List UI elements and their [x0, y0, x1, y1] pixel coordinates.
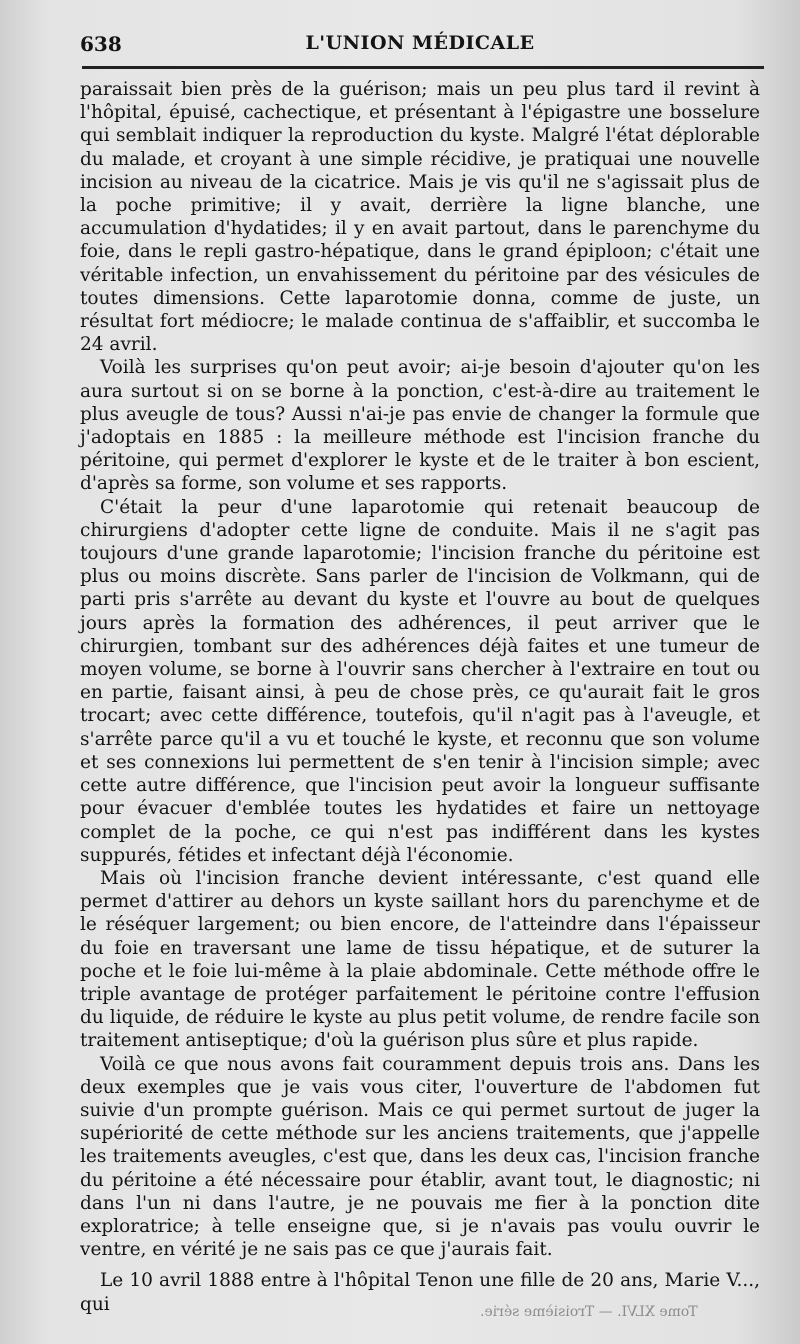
header-rule — [82, 66, 764, 69]
running-title: L'UNION MÉDICALE — [305, 32, 535, 54]
paragraph: C'était la peur d'une laparotomie qui retenait beaucoup de chirurgiens d'adopter cette ligne de conduite. Mais il ne s'agit pas toujours d'une grande laparotomie; l'incision franche du péritoine est plus ou moins discrète. Sans parler de l'incision de Volkmann, qui de parti pris s'arrête au devant du kyste et l'ouvre au bout de quelques jours après la formation des adhérences, il peut arriver que le chirurgien, tombant sur des adhérences déjà faites et une tumeur de moyen volume, se borne à l'ouvrir sans chercher à l'extraire en tout ou en partie, faisant ainsi, à peu de chose près, ce qu'aurait fait le gros trocart; avec cette différence, toutefois, qu'il n'agit pas à l'aveugle, et s'arrête parce qu'il a vu et touché le kyste, et reconnu que son volume et ses connexions lui permettent de s'en tenir à l'incision simple; avec cette autre différence, que l'incision peut avoir la longueur suffisante pour évacuer d'emblée toutes les hydatides et faire un nettoyage complet de la poche, ce qui n'est pas indifférent dans les kystes suppurés, fétides et infectant déjà l'économie. — [80, 496, 760, 866]
page-number: 638 — [80, 32, 122, 56]
paragraph: Voilà ce que nous avons fait couramment depuis trois ans. Dans les deux exemples que je vais vous citer, l'ouverture de l'abdomen fut suivie d'un prompte guérison. Mais ce qui permet surtout de juger la supériorité de cette méthode sur les anciens traitements, que j'appelle les traitements aveugles, c'est que, dans les deux cas, l'incision franche du péritoine a été nécessaire pour établir, avant tout, le diagnostic; ni dans l'un ni dans l'autre, je ne pouvais me fier à la ponction dite exploratrice; à telle enseigne que, si je n'avais pas voulu ouvrir le ventre, en vérité je ne sais pas ce que j'aurais fait. — [80, 1053, 760, 1261]
body-text — [80, 78, 760, 1316]
page-header — [80, 32, 760, 60]
case-report-paragraph: Le 10 avril 1888 entre à l'hôpital Tenon une fille de 20 ans, Marie V..., qui — [80, 1270, 760, 1315]
footer-signature: Tome XLVI. — Troisième série. — [480, 1304, 698, 1320]
paragraph-continuation: paraissait bien près de la guérison; mais un peu plus tard il revint à l'hôpital, épuisé, cachectique, et présentant à l'épigastre une bosselure qui semblait indiquer la reproduction du kyste. Malgré l'état déplorable du malade, et croyant à une simple récidive, je pratiquai une nouvelle incision au niveau de la cicatrice. Mais je vis qu'il ne s'agissait plus de la poche primitive; il y avait, derrière la ligne blanche, une accumulation d'hydatides; il y en avait partout, dans le parenchyme du foie, dans le repli gastro-hépatique, dans le grand épiploon; c'était une véritable infection, un envahissement du péritoine par des vésicules de toutes dimensions. Cette laparotomie donna, comme de juste, un résultat fort médiocre; le malade continua de s'affaiblir, et succomba le 24 avril. — [80, 79, 760, 356]
paragraph: Mais où l'incision franche devient intéressante, c'est quand elle permet d'attirer au dehors un kyste saillant hors du parenchyme et de le réséquer largement; ou bien encore, de l'atteindre dans l'épaisseur du foie en traversant une lame de tissu hépatique, et de suturer la poche et le foie lui-même à la plaie abdominale. Cette méthode offre le triple avantage de protéger parfaitement le péritoine contre l'effusion du liquide, de réduire le kyste au plus petit volume, de rendre facile son traitement antiseptique; d'où la guérison plus sûre et plus rapide. — [80, 867, 760, 1052]
paragraph: Voilà les surprises qu'on peut avoir; ai-je besoin d'ajouter qu'on les aura surtout si on se borne à la ponction, c'est-à-dire au traitement le plus aveugle de tous? Aussi n'ai-je pas envie de changer la formule que j'adoptais en 1885 : la meilleure méthode est l'incision franche du péritoine, qui permet d'explorer le kyste et de le traiter à bon escient, d'après sa forme, son volume et ses rapports. — [80, 357, 760, 495]
